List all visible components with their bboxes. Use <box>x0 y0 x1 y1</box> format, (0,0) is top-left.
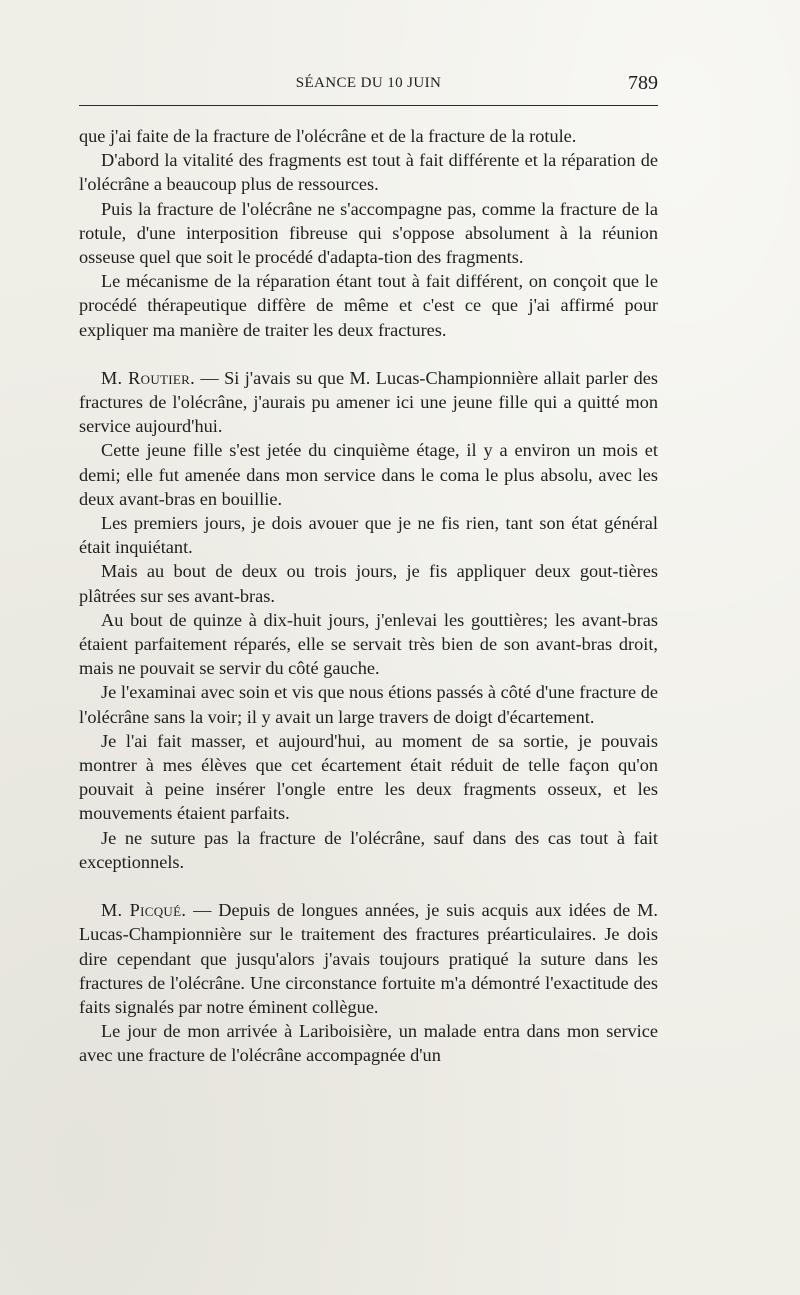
body-text <box>79 124 658 1068</box>
paragraph: Je ne suture pas la fracture de l'olécrâne, sauf dans des cas tout à fait exceptionnels. <box>79 827 658 872</box>
paragraph: Cette jeune fille s'est jetée du cinquième étage, il y a environ un mois et demi; elle fut amenée dans mon service dans le coma le plus absolu, avec les deux avant-bras en bouillie. <box>79 440 658 509</box>
paragraph: Je l'examinai avec soin et vis que nous étions passés à côté d'une fracture de l'olécrâne sans la voir; il y avait un large travers de doigt d'écartement. <box>79 682 658 727</box>
paragraph: Le mécanisme de la réparation étant tout à fait différent, on conçoit que le procédé thérapeutique diffère de même et c'est ce que j'ai affirmé pour expliquer ma manière de traiter les deux fractures. <box>79 271 658 340</box>
paragraph-picque-intervention: M. Picqué. — Depuis de longues années, je suis acquis aux idées de M. Lucas-Championnière sur le traitement des fractures préarticulaires. Je dois dire cependant que jusqu'alors j'avais toujours pratiqué la suture dans les fractures de l'olécrâne. Une circonstance fortuite m'a démontré l'exactitude des faits signalés par notre éminent collègue. <box>79 900 659 1017</box>
speaker-name: M. Routier. <box>101 367 195 388</box>
paragraph: Mais au bout de deux ou trois jours, je fis appliquer deux gout-tières plâtrées sur ses avant-bras. <box>79 561 658 606</box>
paragraph: Puis la fracture de l'olécrâne ne s'accompagne pas, comme la fracture de la rotule, d'une interposition fibreuse qui s'oppose absolument à la réunion osseuse quel que soit le procédé d'adapta-tion des fragments. <box>79 198 658 268</box>
paragraph-routier-intervention: M. Routier. — Si j'avais su que M. Lucas-Championnière allait parler des fractures de l'olécrâne, j'aurais pu amener ici une jeune fille qui a quitté mon service aujourd'hui. <box>79 367 658 437</box>
speaker-name: M. Picqué. <box>101 900 187 921</box>
page-header <box>79 72 658 102</box>
paragraph: Au bout de quinze à dix-huit jours, j'enlevai les gouttières; les avant-bras étaient parfaitement réparés, elle se servait très bien de son avant-bras droit, mais ne pouvait se servir du côté gauche. <box>79 609 658 679</box>
paragraph: Les premiers jours, je dois avouer que je ne fis rien, tant son état général était inquiétant. <box>79 513 658 558</box>
paragraph-continuation: que j'ai faite de la fracture de l'olécrâne et de la fracture de la rotule. <box>79 126 577 146</box>
page-number: 789 <box>628 72 658 94</box>
header-rule <box>79 105 658 106</box>
paragraph: Je l'ai fait masser, et aujourd'hui, au moment de sa sortie, je pouvais montrer à mes élèves que cet écartement était réduit de telle façon qu'on pouvait à peine insérer l'ongle entre les deux fragments osseux, et les mouvements étaient parfaits. <box>79 730 658 824</box>
running-title: SÉANCE DU 10 JUIN <box>295 75 442 91</box>
paragraph: Le jour de mon arrivée à Lariboisière, un malade entra dans mon service avec une fracture de l'olécrâne accompagnée d'un <box>79 1021 658 1066</box>
paragraph: D'abord la vitalité des fragments est tout à fait différente et la réparation de l'olécrâne a beaucoup plus de ressources. <box>79 150 658 195</box>
